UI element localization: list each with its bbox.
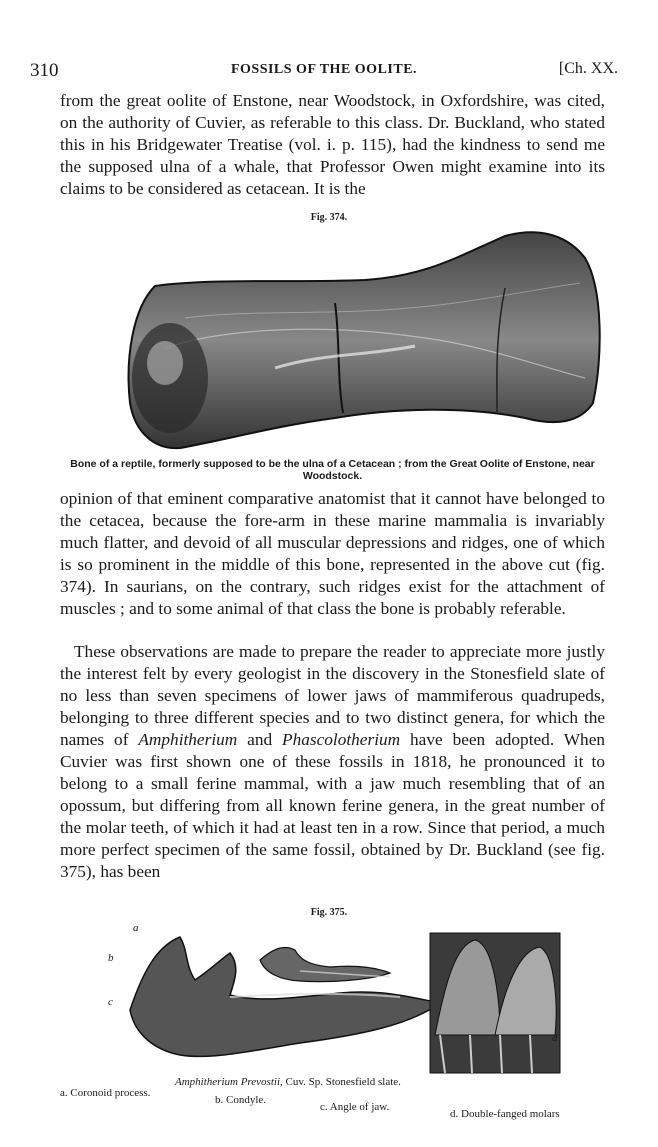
jaw-letter-a: a	[133, 922, 139, 934]
jaw-letter-b: b	[108, 952, 114, 964]
page-number: 310	[30, 60, 59, 81]
paragraph-3	[60, 641, 605, 883]
genus-phascolotherium: Phascolotherium	[282, 730, 401, 749]
legend-b: b. Condyle.	[215, 1094, 267, 1106]
paragraph-2: opinion of that eminent comparative anatomist that it cannot have belonged to the cetacea, because the fore-arm in these marine mammalia is invariably much flatter, and devoid of all muscular depressions and ridges, one of which is so prominent in the middle of this bone, represented in the above cut (fig. 374). In saurians, on the contrary, such ridges exist for the attachment of muscles ; and to some animal of that class the bone is probably referable.	[60, 489, 605, 618]
figure-375-label: Fig. 375.	[310, 907, 348, 918]
paragraph-1: from the great oolite of Enstone, near Woodstock, in Oxfordshire, was cited, on the authority of Cuvier, as referable to this class. Dr. Buckland, who stated this in his Bridgewater Treatise (vol. i. p. 115), had the kindness to send me the supposed ulna of a whale, that Professor Owen might examine into its claims to be considered as cetacean. It is the	[60, 91, 605, 198]
jaw-letter-d: d	[552, 1032, 558, 1044]
legend-a: a. Coronoid process.	[60, 1087, 151, 1099]
legend-d: d. Double-fanged molars	[450, 1108, 560, 1120]
species-name: Amphitherium Prevostii	[175, 1076, 280, 1088]
paragraph-3-text-3: have been adopted. When Cuvier was first shown one of these fossils in 1818, he pronounced it to belong to a small ferine mammal, with a jaw much resembling that of an opossum, but differing from all known ferine genera, in the great number of the molar teeth, of which it had at least ten in a row. Since that period, a much more perfect specimen of the same fossil, obtained by Dr. Buckland (see fig. 375), has been	[60, 730, 605, 881]
paragraph-3-text-2: and	[237, 730, 283, 749]
running-title: FOSSILS OF THE OOLITE.	[230, 62, 418, 77]
species-rest: , Cuv. Sp. Stonesfield slate.	[280, 1076, 401, 1088]
figure-374-caption: Bone of a reptile, formerly supposed to be the ulna of a Cetacean ; from the Great Oolite of Enstone, near Woodstock.	[70, 458, 595, 482]
genus-amphitherium: Amphitherium	[138, 730, 238, 749]
species-caption	[175, 1076, 401, 1088]
bone-illustration	[125, 228, 605, 453]
chapter-label: [Ch. XX.	[558, 60, 618, 77]
legend-c: c. Angle of jaw.	[320, 1101, 390, 1113]
jaw-illustration	[100, 925, 610, 1080]
running-header	[30, 60, 618, 84]
jaw-letter-c: c	[108, 996, 113, 1008]
figure-374-label: Fig. 374.	[310, 212, 348, 223]
paragraph-3-text-1: These observations are made to prepare the reader to appreciate more justly the interest felt by every geologist in the discovery in the Stonesfield slate of no less than seven specimens of lower jaws of mammiferous quadrupeds, belonging to three different species and to two distinct genera, for which the names of	[60, 642, 605, 749]
